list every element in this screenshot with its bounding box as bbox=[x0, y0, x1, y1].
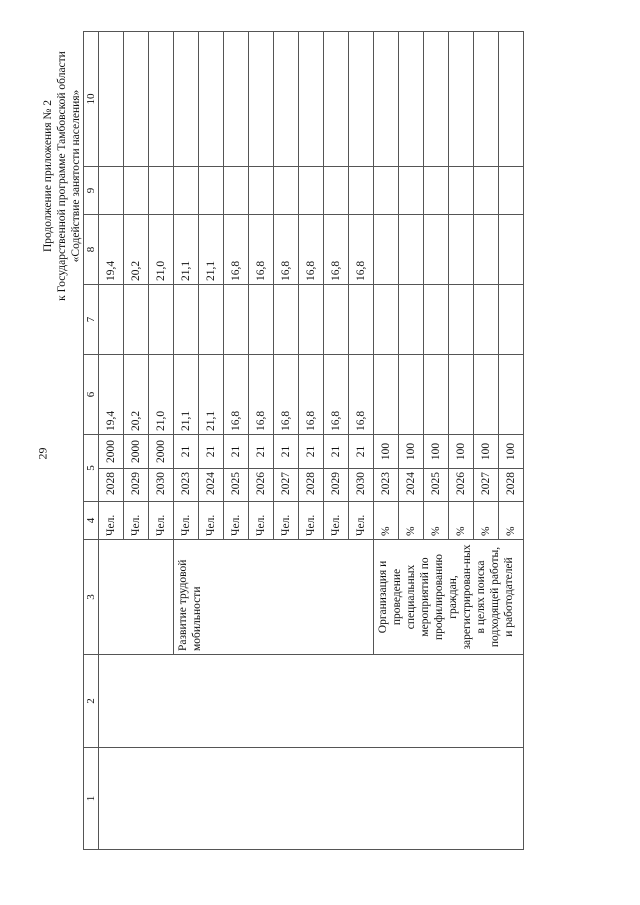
value-col9-cell bbox=[349, 167, 374, 215]
value-col8-cell: 21,1 bbox=[174, 215, 199, 285]
unit-cell: % bbox=[374, 502, 399, 540]
value-col9-cell bbox=[474, 167, 499, 215]
value-col9-cell bbox=[374, 167, 399, 215]
column-2-cell bbox=[99, 655, 524, 748]
value-col10-cell bbox=[324, 32, 349, 167]
value-col8-cell: 16,8 bbox=[274, 215, 299, 285]
unit-cell: Чел. bbox=[299, 502, 324, 540]
value-col6-cell bbox=[474, 355, 499, 435]
value-col10-cell bbox=[299, 32, 324, 167]
value-col10-cell bbox=[399, 32, 424, 167]
value-col8-cell bbox=[474, 215, 499, 285]
column-number: 8 bbox=[84, 215, 99, 285]
value-col6-cell bbox=[499, 355, 524, 435]
value-col10-cell bbox=[374, 32, 399, 167]
year-cell: 2029 bbox=[124, 469, 149, 502]
header-line-1: Продолжение приложения № 2 bbox=[42, 99, 54, 253]
year-cell: 2030 bbox=[349, 469, 374, 502]
value-col9-cell bbox=[399, 167, 424, 215]
year-cell: 2026 bbox=[249, 469, 274, 502]
value-col8-cell: 20,2 bbox=[124, 215, 149, 285]
value-col10-cell bbox=[274, 32, 299, 167]
value-col7-cell bbox=[99, 285, 124, 355]
unit-cell: Чел. bbox=[149, 502, 174, 540]
column-number: 6 bbox=[84, 355, 99, 435]
year-cell: 2028 bbox=[299, 469, 324, 502]
value-col7-cell bbox=[174, 285, 199, 355]
column-number: 2 bbox=[84, 655, 99, 748]
column-number: 1 bbox=[84, 748, 99, 850]
unit-cell: Чел. bbox=[249, 502, 274, 540]
total-cell: 2000 bbox=[99, 435, 124, 469]
year-cell: 2030 bbox=[149, 469, 174, 502]
document-header bbox=[41, 26, 85, 326]
year-cell: 2023 bbox=[174, 469, 199, 502]
unit-cell: Чел. bbox=[324, 502, 349, 540]
value-col10-cell bbox=[99, 32, 124, 167]
column-number: 5 bbox=[84, 435, 99, 502]
year-cell: 2025 bbox=[424, 469, 449, 502]
value-col8-cell: 16,8 bbox=[349, 215, 374, 285]
value-col7-cell bbox=[224, 285, 249, 355]
value-col7-cell bbox=[199, 285, 224, 355]
total-cell: 100 bbox=[449, 435, 474, 469]
year-cell: 2027 bbox=[274, 469, 299, 502]
value-col9-cell bbox=[99, 167, 124, 215]
total-cell: 100 bbox=[424, 435, 449, 469]
value-col8-cell bbox=[499, 215, 524, 285]
value-col7-cell bbox=[374, 285, 399, 355]
value-col9-cell bbox=[174, 167, 199, 215]
value-col7-cell bbox=[299, 285, 324, 355]
year-cell: 2028 bbox=[499, 469, 524, 502]
column-number: 4 bbox=[84, 502, 99, 540]
total-cell: 21 bbox=[274, 435, 299, 469]
value-col9-cell bbox=[324, 167, 349, 215]
unit-cell: % bbox=[424, 502, 449, 540]
column-number: 10 bbox=[84, 32, 99, 167]
value-col8-cell: 21,1 bbox=[199, 215, 224, 285]
value-col10-cell bbox=[424, 32, 449, 167]
measure-cell-continued bbox=[99, 540, 174, 655]
value-col6-cell bbox=[374, 355, 399, 435]
column-number-row bbox=[84, 32, 99, 850]
value-col8-cell: 16,8 bbox=[249, 215, 274, 285]
unit-cell: Чел. bbox=[124, 502, 149, 540]
year-cell: 2028 bbox=[99, 469, 124, 502]
value-col7-cell bbox=[424, 285, 449, 355]
value-col7-cell bbox=[149, 285, 174, 355]
value-col7-cell bbox=[474, 285, 499, 355]
value-col7-cell bbox=[249, 285, 274, 355]
value-col9-cell bbox=[124, 167, 149, 215]
column-1-cell bbox=[99, 748, 524, 850]
header-line-3: «Содействие занятости населения» bbox=[70, 89, 82, 263]
value-col6-cell bbox=[449, 355, 474, 435]
value-col9-cell bbox=[499, 167, 524, 215]
value-col7-cell bbox=[399, 285, 424, 355]
value-col7-cell bbox=[499, 285, 524, 355]
unit-cell: Чел. bbox=[199, 502, 224, 540]
table-stage bbox=[83, 32, 615, 850]
total-cell: 21 bbox=[174, 435, 199, 469]
total-cell: 2000 bbox=[149, 435, 174, 469]
value-col6-cell: 16,8 bbox=[349, 355, 374, 435]
value-col9-cell bbox=[249, 167, 274, 215]
value-col10-cell bbox=[449, 32, 474, 167]
value-col10-cell bbox=[249, 32, 274, 167]
total-cell: 100 bbox=[399, 435, 424, 469]
value-col10-cell bbox=[124, 32, 149, 167]
unit-cell: Чел. bbox=[224, 502, 249, 540]
unit-cell: Чел. bbox=[274, 502, 299, 540]
value-col6-cell: 16,8 bbox=[299, 355, 324, 435]
value-col6-cell bbox=[399, 355, 424, 435]
unit-cell: % bbox=[449, 502, 474, 540]
value-col10-cell bbox=[199, 32, 224, 167]
year-cell: 2024 bbox=[399, 469, 424, 502]
total-cell: 21 bbox=[349, 435, 374, 469]
value-col6-cell bbox=[424, 355, 449, 435]
total-cell: 21 bbox=[324, 435, 349, 469]
column-number: 3 bbox=[84, 540, 99, 655]
value-col9-cell bbox=[149, 167, 174, 215]
total-cell: 100 bbox=[374, 435, 399, 469]
unit-cell: Чел. bbox=[99, 502, 124, 540]
year-cell: 2025 bbox=[224, 469, 249, 502]
value-col7-cell bbox=[124, 285, 149, 355]
value-col6-cell: 19,4 bbox=[99, 355, 124, 435]
total-cell: 100 bbox=[499, 435, 524, 469]
value-col8-cell bbox=[374, 215, 399, 285]
value-col8-cell bbox=[399, 215, 424, 285]
measure-cell-labor-mobility: Развитие трудовой мобильности bbox=[174, 540, 374, 655]
value-col10-cell bbox=[174, 32, 199, 167]
value-col10-cell bbox=[149, 32, 174, 167]
value-col6-cell: 16,8 bbox=[249, 355, 274, 435]
value-col6-cell: 16,8 bbox=[224, 355, 249, 435]
value-col9-cell bbox=[449, 167, 474, 215]
value-col7-cell bbox=[349, 285, 374, 355]
value-col9-cell bbox=[424, 167, 449, 215]
unit-cell: Чел. bbox=[349, 502, 374, 540]
total-cell: 21 bbox=[249, 435, 274, 469]
value-col6-cell: 21,0 bbox=[149, 355, 174, 435]
indicator-table bbox=[83, 31, 524, 850]
unit-cell: Чел. bbox=[174, 502, 199, 540]
year-cell: 2029 bbox=[324, 469, 349, 502]
value-col8-cell bbox=[424, 215, 449, 285]
value-col10-cell bbox=[499, 32, 524, 167]
value-col9-cell bbox=[274, 167, 299, 215]
value-col10-cell bbox=[349, 32, 374, 167]
value-col8-cell bbox=[449, 215, 474, 285]
value-col8-cell: 19,4 bbox=[99, 215, 124, 285]
page-number: 29 bbox=[35, 447, 50, 460]
value-col6-cell: 16,8 bbox=[274, 355, 299, 435]
column-number: 9 bbox=[84, 167, 99, 215]
value-col6-cell: 21,1 bbox=[199, 355, 224, 435]
value-col8-cell: 16,8 bbox=[224, 215, 249, 285]
value-col6-cell: 16,8 bbox=[324, 355, 349, 435]
year-cell: 2026 bbox=[449, 469, 474, 502]
total-cell: 21 bbox=[199, 435, 224, 469]
total-cell: 21 bbox=[299, 435, 324, 469]
unit-cell: % bbox=[499, 502, 524, 540]
rotated-table-wrapper bbox=[83, 32, 615, 850]
total-cell: 2000 bbox=[124, 435, 149, 469]
value-col6-cell: 20,2 bbox=[124, 355, 149, 435]
value-col8-cell: 16,8 bbox=[324, 215, 349, 285]
value-col9-cell bbox=[299, 167, 324, 215]
value-col10-cell bbox=[474, 32, 499, 167]
year-cell: 2027 bbox=[474, 469, 499, 502]
unit-cell: % bbox=[474, 502, 499, 540]
year-cell: 2024 bbox=[199, 469, 224, 502]
value-col6-cell: 21,1 bbox=[174, 355, 199, 435]
value-col7-cell bbox=[449, 285, 474, 355]
column-number: 7 bbox=[84, 285, 99, 355]
total-cell: 100 bbox=[474, 435, 499, 469]
year-cell: 2023 bbox=[374, 469, 399, 502]
header-line-2: к Государственной программе Тамбовской области bbox=[56, 51, 68, 301]
measure-cell-profiling: Организация и проведение специальных мероприятий по профилированию граждан, зарегистрирован-ных в целях поиска подходящей работы, и работодателей bbox=[374, 540, 524, 655]
value-col9-cell bbox=[224, 167, 249, 215]
value-col9-cell bbox=[199, 167, 224, 215]
value-col7-cell bbox=[324, 285, 349, 355]
table-row bbox=[99, 32, 124, 850]
total-cell: 21 bbox=[224, 435, 249, 469]
value-col8-cell: 16,8 bbox=[299, 215, 324, 285]
value-col8-cell: 21,0 bbox=[149, 215, 174, 285]
unit-cell: % bbox=[399, 502, 424, 540]
value-col10-cell bbox=[224, 32, 249, 167]
value-col7-cell bbox=[274, 285, 299, 355]
